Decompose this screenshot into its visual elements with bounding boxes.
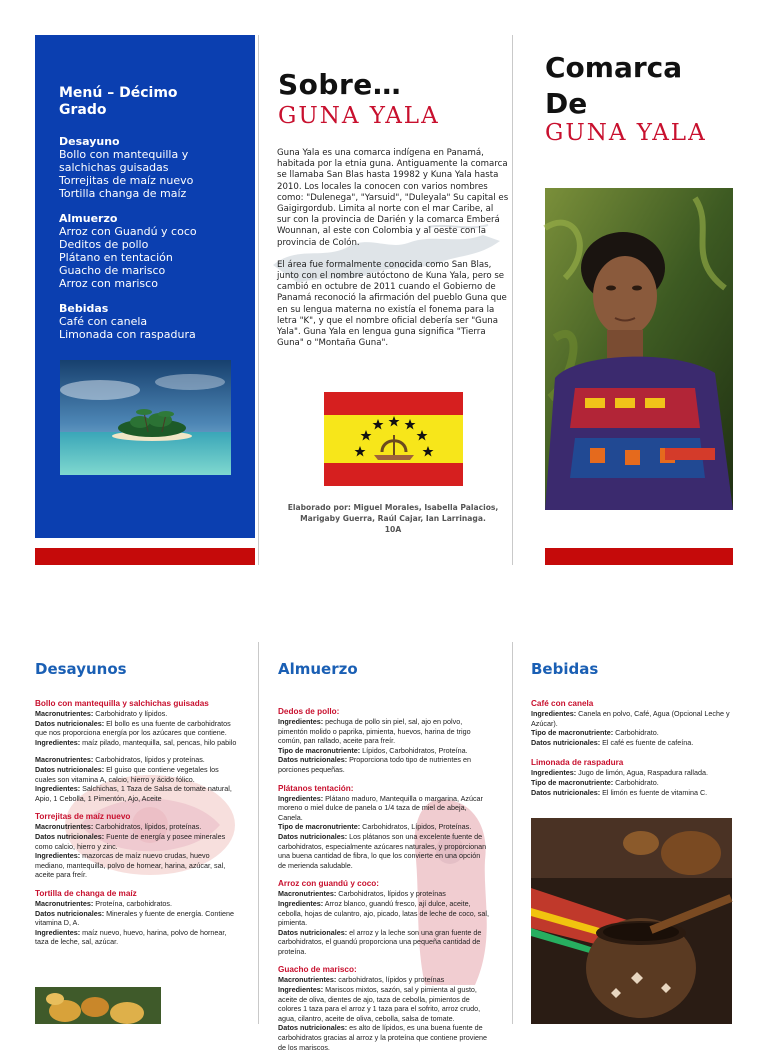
dish-line: Ingredientes: pechuga de pollo sin piel, sal, ajo en polvo, pimentón molido o paprika, pimienta, huevos, harina de trigo común, pan rallado, aceite para freír. bbox=[278, 717, 471, 746]
dish-line: Ingredientes: Plátano maduro, Mantequilla o margarina, Azúcar moreno o miel dulce de panela o 1/4 taza de miel de abeja, Canela. bbox=[278, 793, 483, 822]
dish-line: Macronutrientes: Carbohidrato y lípidos. bbox=[35, 709, 168, 718]
red-bar bbox=[545, 548, 733, 565]
dish-line: Datos nutricionales: Fuente de energía y posee minerales como calcio, hierro y zinc. bbox=[35, 831, 226, 851]
island-photo bbox=[60, 360, 231, 475]
menu-title-line1: Menú – Décimo bbox=[59, 85, 178, 101]
fold-line bbox=[258, 35, 259, 565]
bebidas-column bbox=[531, 698, 731, 797]
coffee-pot-photo bbox=[531, 818, 732, 1024]
dish-line: Datos nutricionales: El guiso que contiene vegetales los cuales son vitamina A, calcio, hierro y ácido fólico. bbox=[35, 764, 219, 784]
comarca-title bbox=[545, 50, 682, 122]
dish-line: Macronutrientes: Carbohidratos, lípidos y proteínas. bbox=[35, 755, 205, 765]
menu-title-line2: Grado bbox=[59, 102, 107, 118]
comarca-title-line2: De bbox=[545, 87, 588, 120]
dish-line: Tipo de macronutriente: Carbohidratos, Lípidos, Proteínas. bbox=[278, 822, 472, 832]
guna-yala-flag bbox=[324, 392, 463, 486]
dish-title: Torrejitas de maíz nuevo bbox=[35, 812, 131, 822]
sobre-paragraph-2: El área fue formalmente conocida como San Blas, junto con el nombre autóctono de Kuna Yala, pero se cambió en octubre de 2011 cuando el Gobierno de Panamá reconoció la afirmación del pueblo Guna que en su lengua materna no existía el fonema para la letra "K", y que el nombre oficial debería ser "Guna Yala". Guna Yala en lengua guna significa "Tierra Guna" o "Montaña Guna". bbox=[277, 259, 507, 349]
credits-line-3: 10A bbox=[384, 525, 402, 534]
sobre-paragraph-1: Guna Yala es una comarca indígena en Panamá, habitada por la etnia guna. Antiguamente la comarca se llamaba San Blas hasta 19982 y Kuna Yala hasta 2010. Los locales la conocen con varios nombres como: "Dulenega", "Yarsuid", "Duleyala" Su capital es Gaigirgordub. Limita al norte con el mar Caribe, al sur con la provincia de Darién y la comarca Emberá Wounnan, al este con Colombia y al oeste con la provincia de Colón. bbox=[277, 148, 509, 248]
menu-item: Arroz con marisco bbox=[59, 277, 158, 290]
dish-line: Ingredientes: maíz nuevo, huevo, harina, polvo de hornear, taza de leche, sal, azúcar. bbox=[35, 927, 227, 947]
comarca-subtitle: GUNA YALA bbox=[545, 120, 707, 146]
menu-item: Limonada con raspadura bbox=[59, 328, 196, 341]
dish-line: Datos nutricionales: El bollo es una fuente de carbohidratos que nos proporciona energía por los azúcares que contiene. bbox=[35, 718, 231, 738]
menu-item: Bollo con mantequilla y bbox=[59, 148, 189, 161]
almuerzo-column bbox=[278, 706, 490, 1052]
credits bbox=[278, 502, 508, 535]
dish-line: Datos nutricionales: Los plátanos son una excelente fuente de carbohidratos, especialmente azúcares naturales, y proporcionan una buena cantidad de fibra, lo que los convierte en una opción de merienda saludable. bbox=[278, 831, 487, 870]
fold-line bbox=[512, 642, 513, 1024]
menu-item: Torrejitas de maíz nuevo bbox=[59, 174, 194, 187]
dish-title: Bollo con mantequilla y salchichas guisadas bbox=[35, 699, 209, 708]
dish-line: Datos nutricionales: el arroz y la leche son una gran fuente de carbohidratos, el guandú proporciona una pequeña cantidad de proteína. bbox=[278, 927, 482, 956]
dish-line: Datos nutricionales: Minerales y fuente de energía. Contiene vitamina D, A. bbox=[35, 908, 234, 928]
credits-line-1: Elaborado por: Miguel Morales, Isabella Palacios, bbox=[287, 503, 499, 512]
dish-line: Macronutrientes: Carbohidratos, lípidos, proteínas. bbox=[35, 822, 202, 832]
sobre-subtitle: GUNA YALA bbox=[278, 103, 440, 129]
menu-section-bebidas: Bebidas bbox=[59, 302, 109, 315]
fold-line bbox=[258, 642, 259, 1024]
dish-line: Ingredientes: Arroz blanco, guandú fresco, ají dulce, aceite, cebolla, hojas de culantro, ajo, picado, latas de leche de coco, sal, pimienta. bbox=[278, 898, 489, 928]
menu-item: Arroz con Guandú y coco bbox=[59, 225, 197, 238]
dish-line: Ingredientes: Canela en polvo, Café, Agua (Opcional Leche y Azúcar). bbox=[531, 709, 730, 728]
credits-line-2: Marigaby Guerra, Raúl Cajar, Ian Larrinaga. bbox=[300, 514, 486, 523]
dish-title: Café con canela bbox=[531, 699, 594, 708]
dish-line: Ingredientes: Mariscos mixtos, sazón, sal y pimienta al gusto, aceite de oliva, dientes de ajo, taza de cebolla, pimientos de colores 1 taza para el arroz y 1 taza para el sofrito, arroz crudo, agua, cilantro, aceite de oliva, cebolla, salsa de tomate. bbox=[278, 985, 481, 1023]
menu-title bbox=[59, 85, 231, 119]
menu-item: Deditos de pollo bbox=[59, 238, 149, 251]
dish-line: Datos nutricionales: El limón es fuente de vitamina C. bbox=[531, 787, 708, 797]
red-bar bbox=[35, 548, 255, 565]
dish-line: Datos nutricionales: es alto de lípidos, es una buena fuente de carbohidratos gracias al arroz y la proteína que contiene proviene de los mariscos. bbox=[278, 1023, 487, 1052]
menu-item: Guacho de marisco bbox=[59, 264, 166, 277]
menu-section-almuerzo: Almuerzo bbox=[59, 212, 118, 225]
menu-item: Café con canela bbox=[59, 315, 148, 328]
dish-line: Tipo de macronutriente: Lípidos, Carbohidratos, Proteína. bbox=[278, 745, 468, 755]
dish-title: Arroz con guandú y coco: bbox=[278, 879, 379, 889]
dish-line: Datos nutricionales: Proporciona todo tipo de nutrientes en porciones pequeñas. bbox=[278, 755, 471, 774]
dish-title: Tortilla de changa de maíz bbox=[35, 888, 137, 898]
dish-line: Macronutrientes: Carbohidratos, lípidos y proteínas bbox=[278, 889, 446, 899]
dish-line: Tipo de macronutriente: Carbohidrato. bbox=[531, 777, 659, 787]
dish-title: Limonada de raspadura bbox=[531, 758, 624, 768]
dish-line: Datos nutricionales: El café es fuente de cafeína. bbox=[531, 737, 694, 747]
dish-title: Dedos de pollo: bbox=[278, 707, 340, 716]
almuerzo-heading: Almuerzo bbox=[278, 660, 358, 678]
dish-title: Guacho de marisco: bbox=[278, 965, 357, 975]
fold-line bbox=[512, 35, 513, 565]
dish-line: Ingredientes: mazorcas de maíz nuevo crudas, huevo mediano, mantequilla, polvo de hornear, harina, azúcar, sal, aceite para freír. bbox=[35, 851, 226, 880]
desayunos-heading: Desayunos bbox=[35, 660, 127, 678]
comarca-title-line1: Comarca bbox=[545, 51, 683, 84]
guna-woman-photo bbox=[545, 188, 733, 510]
dish-line: Tipo de macronutriente: Carbohidrato. bbox=[531, 728, 659, 738]
sobre-body bbox=[277, 148, 509, 360]
dish-line: Ingredientes: Jugo de limón, Agua, Raspadura rallada. bbox=[531, 768, 708, 778]
menu-section-desayuno: Desayuno bbox=[59, 135, 120, 148]
dish-line: Ingredientes: maíz pilado, mantequilla, sal, pencas, hilo pabilo bbox=[35, 737, 237, 747]
menu-item: Plátano en tentación bbox=[59, 251, 173, 264]
spacer bbox=[35, 747, 240, 755]
dish-title: Plátanos tentación: bbox=[278, 783, 354, 793]
dish-line: Macronutrientes: Proteína, carbohidratos. bbox=[35, 898, 173, 908]
fried-food-photo bbox=[35, 987, 161, 1024]
dish-line: Ingredientes: Salchichas, 1 Taza de Salsa de tomate natural, Apio, 1 Cebolla, 1 Pimentón, Ajo, Aceite bbox=[35, 784, 232, 803]
dish-line: Macronutrientes: carbohidratos, lípidos y proteínas bbox=[278, 975, 445, 985]
menu-item: salchichas guisadas bbox=[59, 161, 169, 174]
menu-item: Tortilla changa de maíz bbox=[59, 187, 187, 200]
desayunos-column bbox=[35, 698, 240, 947]
sobre-title: Sobre… bbox=[278, 68, 402, 101]
bebidas-heading: Bebidas bbox=[531, 660, 599, 678]
